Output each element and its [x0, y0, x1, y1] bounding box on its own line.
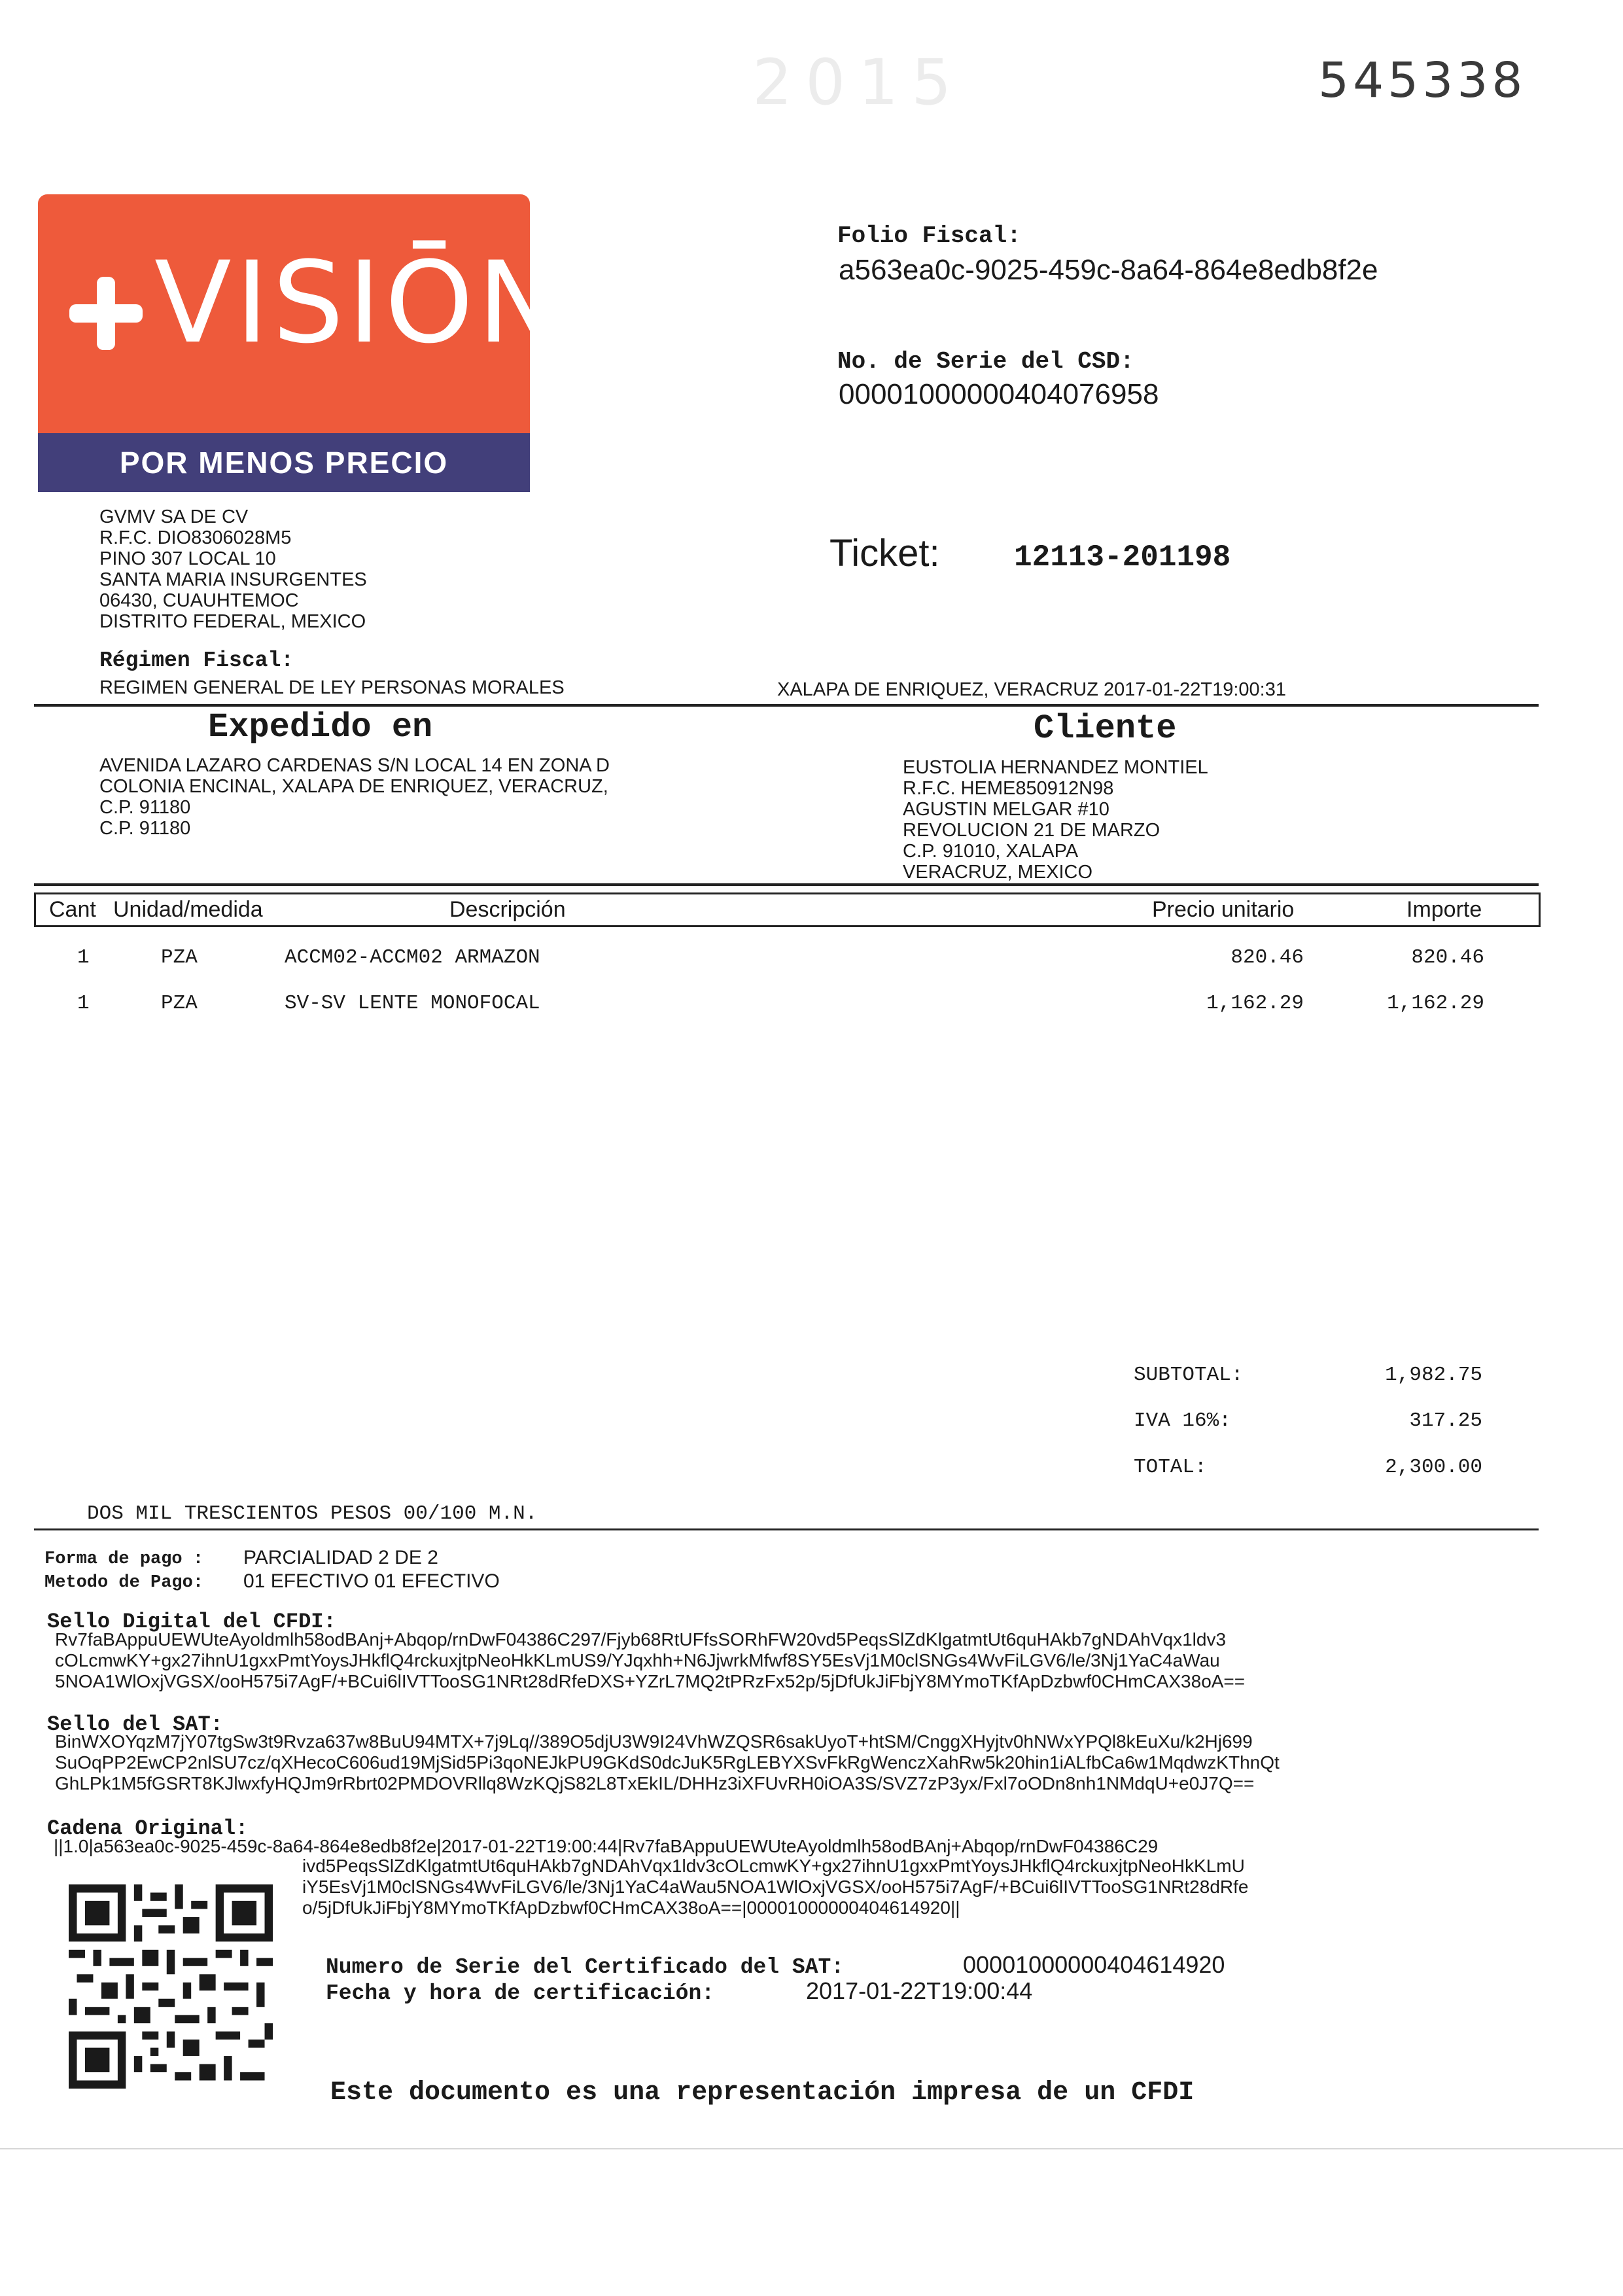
row-unidad: PZA — [161, 946, 198, 969]
col-cant: Cant — [49, 897, 96, 922]
table-row — [0, 946, 1623, 972]
row-precio: 1,162.29 — [1206, 992, 1304, 1015]
row-importe: 1,162.29 — [1387, 992, 1484, 1015]
expedido-line: AVENIDA LAZARO CARDENAS S/N LOCAL 14 EN ZONA D — [99, 755, 610, 776]
issuer-line: R.F.C. DIO8306028M5 — [99, 527, 292, 548]
cadena-line: ivd5PeqsSlZdKlgatmtUt6quHAkb7gNDAhVqx1ldv3cOLcmwKY+gx27ihnU1gxxPmtYoysJHkflQ4rckuxjtpNeoHkKLmU — [302, 1856, 1245, 1876]
row-cant: 1 — [77, 992, 90, 1015]
divider — [34, 704, 1539, 707]
sello-cfdi-title: Sello Digital del CFDI: — [47, 1610, 336, 1634]
cadena-line: o/5jDfUkJiFbjY8MYmoTKfApDzbwf0CHmCAX38oA==|00001000000404614920|| — [302, 1898, 960, 1918]
place-datetime: XALAPA DE ENRIQUEZ, VERACRUZ 2017-01-22T19:00:31 — [777, 679, 1286, 700]
ticket-label: Ticket: — [829, 532, 940, 574]
cert-serie-label: Numero de Serie del Certificado del SAT: — [326, 1955, 845, 1979]
logo-wordmark: VISIŌN — [154, 237, 566, 368]
handwritten-number: 545338 — [1318, 52, 1527, 109]
sello-sat-line: GhLPk1M5fGSRT8KJlwxfyHQJm9rRbrt02PMDOVRllq8WzKQjS82L8TxEkIL/DHHz3iXFUvRH0iOA3S/SVZ7zP3yx/Fxl7oODn8nh1NMdqU+e0J7Q== — [55, 1773, 1255, 1793]
sello-cfdi-line: cOLcmwKY+gx27ihnU1gxxPmtYoysJHkflQ4rckuxjtpNeoHkKLmUS9/YJqxhh+N6JjwrkMfwf8SY5EsVj1M0clSNGs4WvFiLGV6/le/3Nj1YaC4aWau — [55, 1650, 1220, 1670]
cliente-heading: Cliente — [1034, 709, 1177, 748]
cliente-line: REVOLUCION 21 DE MARZO — [903, 820, 1161, 841]
amount-in-words: DOS MIL TRESCIENTOS PESOS 00/100 M.N. — [87, 1502, 538, 1525]
iva-label: IVA 16%: — [1134, 1409, 1231, 1432]
ticket-value: 12113-201198 — [1014, 540, 1231, 574]
total-value: 2,300.00 — [1385, 1456, 1482, 1479]
subtotal-value: 1,982.75 — [1385, 1364, 1482, 1386]
issuer-block — [99, 506, 367, 632]
cert-fecha-value: 2017-01-22T19:00:44 — [806, 1977, 1033, 2004]
plus-icon — [64, 272, 148, 355]
row-descripcion: SV-SV LENTE MONOFOCAL — [285, 992, 540, 1015]
cliente-line: EUSTOLIA HERNANDEZ MONTIEL — [903, 757, 1208, 778]
sello-sat-line: BinWXOYqzM7jY07tgSw3t9Rvza637w8BuU94MTX+7j9Lq//389O5djU3W9I24VhWZQSR6sakUyoT+htSM/CnggXHyjtv0hNWxYPQl8kEuXu/k2Hj699 — [55, 1731, 1253, 1752]
sello-sat-text — [55, 1731, 1280, 1794]
folio-fiscal-value: a563ea0c-9025-459c-8a64-864e8edb8f2e — [839, 254, 1378, 286]
divider — [34, 1528, 1539, 1530]
expedido-line: C.P. 91180 — [99, 797, 191, 818]
cadena-line: iY5EsVj1M0clSNGs4WvFiLGV6/le/3Nj1YaC4aWau5NOA1WlOxjVGSX/ooH575i7AgF/+BCui6lIVTTooSG1NRt28dRfe — [302, 1877, 1249, 1897]
forma-pago-value: PARCIALIDAD 2 DE 2 — [243, 1547, 438, 1568]
cliente-line: R.F.C. HEME850912N98 — [903, 778, 1114, 799]
issuer-line: DISTRITO FEDERAL, MEXICO — [99, 611, 366, 632]
page-edge — [0, 2148, 1623, 2149]
metodo-pago-value: 01 EFECTIVO 01 EFECTIVO — [243, 1570, 500, 1592]
sello-cfdi-line: 5NOA1WlOxjVGSX/ooH575i7AgF/+BCui6lIVTTooSG1NRt28dRfeDXS+YZrL7MQ2tPRzFx52p/5jDfUkJiFbjY8MYmoTKfApDzbwf0CHmCAX38oA== — [55, 1671, 1246, 1691]
sello-sat-line: SuOqPP2EwCP2nlSU7cz/qXHecoC606ud19MjSid5Pi3qoNEJkPU9GKdS0dcJuK5RgLEBYXSvFkRgWenczXahRw5k20hin1iALfbCa6w1MqdwzKThnQt — [55, 1752, 1280, 1773]
folio-fiscal-label: Folio Fiscal: — [837, 222, 1021, 249]
metodo-pago-label: Metodo de Pago: — [44, 1573, 204, 1593]
row-importe: 820.46 — [1411, 946, 1484, 969]
faint-year-mark: 2015 — [752, 46, 965, 119]
row-cant: 1 — [77, 946, 90, 969]
row-precio: 820.46 — [1230, 946, 1304, 969]
cliente-line: AGUSTIN MELGAR #10 — [903, 799, 1109, 820]
cadena-line: ||1.0|a563ea0c-9025-459c-8a64-864e8edb8f2e|2017-01-22T19:00:44|Rv7faBAppuUEWUteAyoldmlh58odBAnj+Abqop/rnDwF04386C29 — [54, 1836, 1159, 1856]
cliente-address — [903, 757, 1208, 883]
expedido-line: COLONIA ENCINAL, XALAPA DE ENRIQUEZ, VERACRUZ, — [99, 776, 608, 797]
cadena-text — [302, 1856, 1248, 1918]
cert-serie-value: 00001000000404614920 — [963, 1951, 1225, 1978]
qr-code — [69, 1884, 273, 2089]
expedido-address — [99, 755, 610, 839]
brand-logo — [38, 194, 566, 492]
col-unidad: Unidad/medida — [113, 897, 263, 922]
forma-pago-label: Forma de pago : — [44, 1549, 204, 1569]
total-label: TOTAL: — [1134, 1456, 1207, 1479]
expedido-heading: Expedido en — [208, 708, 433, 747]
table-row — [0, 992, 1623, 1018]
regimen-label: Régimen Fiscal: — [99, 648, 294, 673]
issuer-line: PINO 307 LOCAL 10 — [99, 548, 276, 569]
sello-cfdi-text — [55, 1629, 1245, 1692]
row-descripcion: ACCM02-ACCM02 ARMAZON — [285, 946, 540, 969]
iva-value: 317.25 — [1409, 1409, 1482, 1432]
csd-serial-label: No. de Serie del CSD: — [837, 348, 1134, 375]
col-importe: Importe — [1406, 897, 1482, 922]
cliente-line: C.P. 91010, XALAPA — [903, 841, 1079, 862]
issuer-line: GVMV SA DE CV — [99, 506, 249, 527]
sello-sat-title: Sello del SAT: — [47, 1712, 223, 1737]
csd-serial-value: 00001000000404076958 — [839, 378, 1159, 410]
issuer-line: 06430, CUAUHTEMOC — [99, 590, 299, 611]
cliente-line: VERACRUZ, MEXICO — [903, 862, 1093, 883]
items-table-header — [34, 892, 1541, 927]
issuer-line: SANTA MARIA INSURGENTES — [99, 569, 367, 590]
sello-cfdi-line: Rv7faBAppuUEWUteAyoldmlh58odBAnj+Abqop/rnDwF04386C297/Fjyb68RtUFfsSORhFW20vd5PeqsSlZdKlgatmtUt6quHAkb7gNDAhVqx1ldv3 — [55, 1629, 1227, 1650]
col-descripcion: Descripción — [449, 897, 566, 922]
regimen-value: REGIMEN GENERAL DE LEY PERSONAS MORALES — [99, 677, 565, 698]
cadena-title: Cadena Original: — [47, 1816, 249, 1841]
divider — [34, 883, 1539, 886]
cert-fecha-label: Fecha y hora de certificación: — [326, 1981, 715, 2005]
expedido-line: C.P. 91180 — [99, 818, 191, 839]
logo-tagline: POR MENOS PRECIO — [38, 433, 530, 492]
subtotal-label: SUBTOTAL: — [1134, 1364, 1244, 1386]
row-unidad: PZA — [161, 992, 198, 1015]
col-precio-unitario: Precio unitario — [1152, 897, 1295, 922]
cfdi-footer-note: Este documento es una representación impresa de un CFDI — [330, 2078, 1195, 2108]
